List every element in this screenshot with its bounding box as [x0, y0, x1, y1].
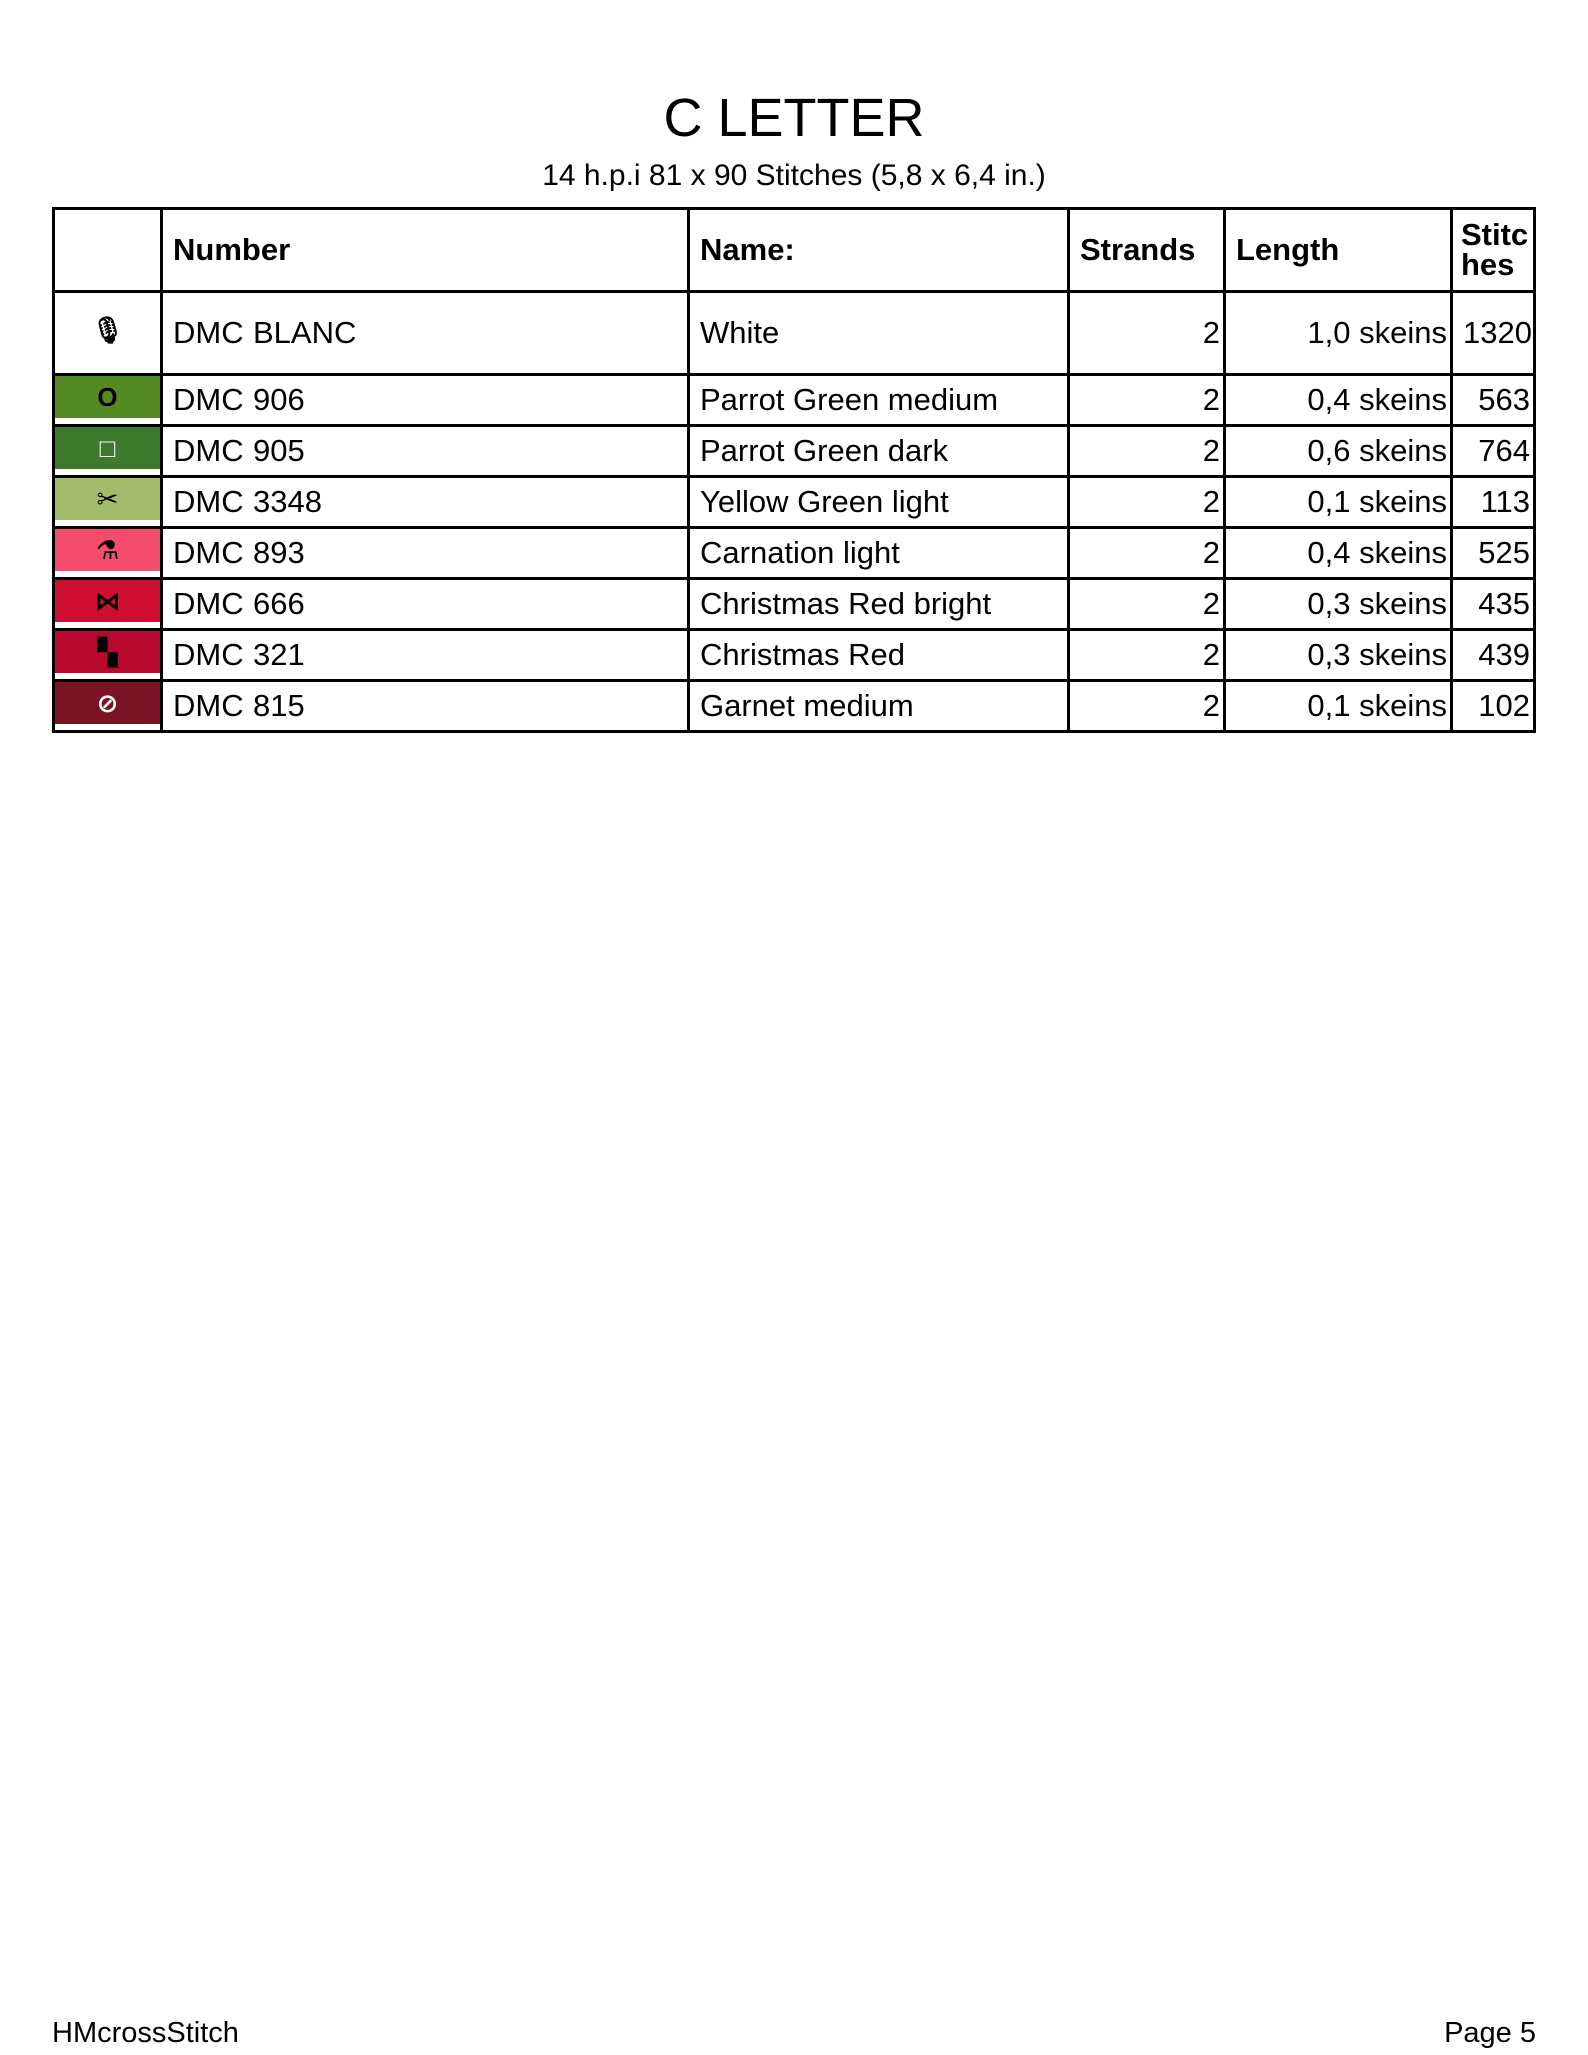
thread-brand: DMC	[173, 688, 244, 723]
thread-stitches: 439	[1452, 630, 1535, 681]
color-swatch	[55, 529, 160, 571]
color-swatch	[55, 376, 160, 418]
thread-stitches: 1320	[1452, 292, 1535, 375]
thread-length: 0,1 skeins	[1225, 681, 1452, 732]
table-header-row	[54, 209, 1535, 292]
ring-icon: O	[97, 382, 118, 412]
footer-brand: HMcrossStitch	[52, 2017, 239, 2049]
thread-name: Christmas Red	[689, 630, 1069, 681]
thread-stitches: 113	[1452, 477, 1535, 528]
thread-code: 3348	[253, 484, 322, 519]
bowtie-icon: ⋈	[94, 586, 121, 616]
thread-name: Parrot Green medium	[689, 375, 1069, 426]
color-swatch	[55, 631, 160, 673]
thread-code: 893	[253, 535, 305, 570]
table-row	[54, 292, 1535, 375]
thread-code: 815	[253, 688, 305, 723]
thread-brand: DMC	[173, 382, 244, 417]
color-swatch	[55, 682, 160, 724]
checker-icon: ▚	[97, 637, 118, 667]
square-icon: □	[99, 433, 116, 463]
color-swatch-cell	[54, 292, 162, 375]
thread-length: 0,6 skeins	[1225, 426, 1452, 477]
color-swatch-cell	[54, 579, 162, 630]
thread-number	[162, 292, 689, 375]
thread-stitches: 563	[1452, 375, 1535, 426]
thread-stitches: 435	[1452, 579, 1535, 630]
thread-stitches: 525	[1452, 528, 1535, 579]
thread-legend-table	[52, 207, 1536, 733]
table-row	[54, 477, 1535, 528]
thread-length: 0,1 skeins	[1225, 477, 1452, 528]
color-swatch	[55, 478, 160, 520]
color-swatch	[55, 293, 160, 367]
scissors-icon: ✂	[96, 484, 119, 514]
thread-code: BLANC	[253, 315, 357, 350]
thread-name: White	[689, 292, 1069, 375]
table-row	[54, 426, 1535, 477]
header-stitches: Stitches	[1452, 209, 1535, 292]
flask-icon: ⚗	[95, 535, 120, 565]
thread-number	[162, 528, 689, 579]
table-body	[54, 292, 1535, 732]
thread-strands: 2	[1069, 426, 1225, 477]
page-title: C LETTER	[663, 88, 925, 148]
thread-number	[162, 579, 689, 630]
thread-name: Garnet medium	[689, 681, 1069, 732]
thread-number	[162, 477, 689, 528]
thread-stitches: 764	[1452, 426, 1535, 477]
thread-code: 666	[253, 586, 305, 621]
thread-brand: DMC	[173, 586, 244, 621]
header-symbol	[54, 209, 162, 292]
thread-number	[162, 681, 689, 732]
thread-code: 321	[253, 637, 305, 672]
header-length: Length	[1225, 209, 1452, 292]
thread-stitches: 102	[1452, 681, 1535, 732]
table-row	[54, 528, 1535, 579]
thread-strands: 2	[1069, 528, 1225, 579]
thread-brand: DMC	[173, 433, 244, 468]
color-swatch-cell	[54, 426, 162, 477]
thread-brand: DMC	[173, 535, 244, 570]
thread-name: Carnation light	[689, 528, 1069, 579]
table-row	[54, 681, 1535, 732]
table-row	[54, 375, 1535, 426]
thread-length: 0,4 skeins	[1225, 528, 1452, 579]
page-number: Page 5	[1444, 2017, 1536, 2049]
pattern-size: 14 h.p.i 81 x 90 Stitches (5,8 x 6,4 in.)	[542, 159, 1046, 192]
thread-strands: 2	[1069, 681, 1225, 732]
thread-strands: 2	[1069, 630, 1225, 681]
header-number: Number	[162, 209, 689, 292]
table-row	[54, 630, 1535, 681]
thread-brand: DMC	[173, 315, 244, 350]
thread-code: 906	[253, 382, 305, 417]
thread-brand: DMC	[173, 484, 244, 519]
color-swatch-cell	[54, 681, 162, 732]
microphone-icon: 🎙	[90, 315, 124, 345]
thread-strands: 2	[1069, 292, 1225, 375]
color-swatch-cell	[54, 630, 162, 681]
header-name: Name:	[689, 209, 1069, 292]
color-swatch-cell	[54, 528, 162, 579]
thread-name: Parrot Green dark	[689, 426, 1069, 477]
thread-strands: 2	[1069, 375, 1225, 426]
color-swatch-cell	[54, 477, 162, 528]
header-strands: Strands	[1069, 209, 1225, 292]
thread-brand: DMC	[173, 637, 244, 672]
color-swatch	[55, 427, 160, 469]
thread-number	[162, 426, 689, 477]
thread-name: Christmas Red bright	[689, 579, 1069, 630]
thread-number	[162, 375, 689, 426]
thread-number	[162, 630, 689, 681]
color-swatch-cell	[54, 375, 162, 426]
thread-length: 1,0 skeins	[1225, 292, 1452, 375]
thread-code: 905	[253, 433, 305, 468]
table-row	[54, 579, 1535, 630]
thread-length: 0,3 skeins	[1225, 630, 1452, 681]
thread-length: 0,4 skeins	[1225, 375, 1452, 426]
thread-length: 0,3 skeins	[1225, 579, 1452, 630]
color-swatch	[55, 580, 160, 622]
thread-strands: 2	[1069, 579, 1225, 630]
circle-slash-icon: ⊘	[96, 688, 119, 718]
thread-strands: 2	[1069, 477, 1225, 528]
thread-name: Yellow Green light	[689, 477, 1069, 528]
